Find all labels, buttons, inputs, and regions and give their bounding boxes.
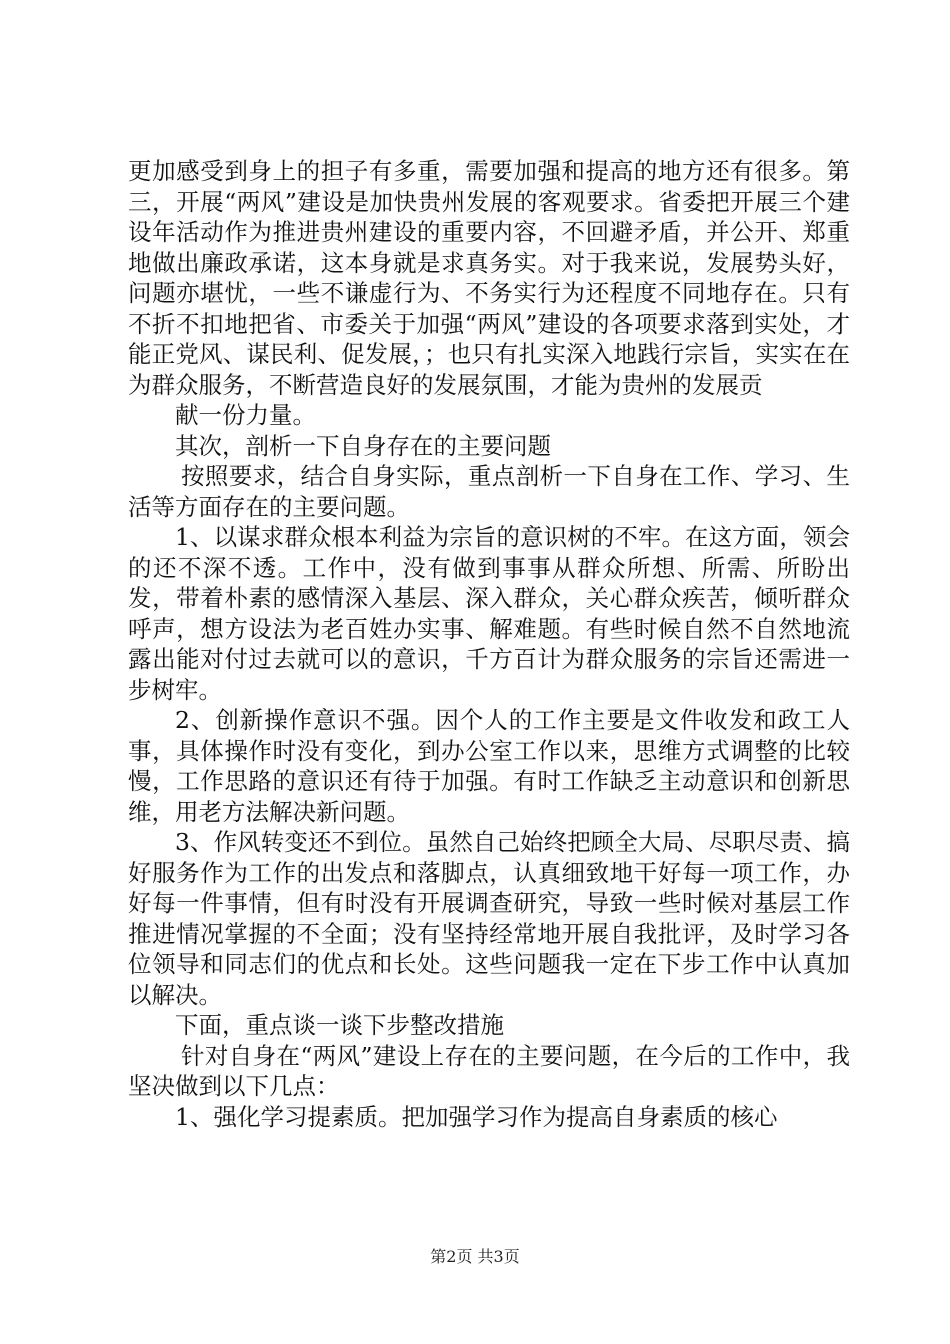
paragraph-item-1: 1、以谋求群众根本利益为宗旨的意识树的不牢。在这方面，领会的还不深不透。工作中，没有做到事事从群众所想、所需、所盼出发，带着朴素的感情深入基层、深入群众，关心群众疾苦，倾听群众呼声，想方设法为老百姓办实事、解难题。有些时候自然不自然地流露出能对付过去就可以的意识，千方百计为群众服务的宗旨还需进一步树牢。 xyxy=(128,523,850,704)
paragraph-1: 更加感受到身上的担子有多重，需要加强和提高的地方还有很多。第三，开展“两风”建设是加快贵州发展的客观要求。省委把开展三个建设年活动作为推进贵州建设的重要内容，不回避矛盾，并公开、郑重地做出廉政承诺，这本身就是求真务实。对于我来说，发展势头好，问题亦堪忧，一些不谦虚行为、不务实行为还程度不同地存在。只有不折不扣地把省、市委关于加强“两风”建设的各项要求落到实处，才能正党风、谋民利、促发展，；也只有扎实深入地践行宗旨，实实在在为群众服务，不断营造良好的发展氛围，才能为贵州的发展贡 xyxy=(128,157,850,399)
paragraph-2: 献一份力量。 xyxy=(175,401,316,429)
paragraph-3: 按照要求，结合自身实际，重点剖析一下自身在工作、学习、生活等方面存在的主要问题。 xyxy=(128,462,850,521)
section-heading-measures: 下面，重点谈一谈下步整改措施 xyxy=(175,1011,504,1039)
paragraph-4: 针对自身在“两风”建设上存在的主要问题，在今后的工作中，我坚决做到以下几点： xyxy=(128,1041,850,1100)
page-number-footer: 第2页 共3页 xyxy=(430,1247,520,1266)
paragraph-measure-1: 1、强化学习提素质。把加强学习作为提高自身素质的核心 xyxy=(175,1102,778,1131)
document-body xyxy=(128,156,850,1132)
section-heading-problems: 其次，剖析一下自身存在的主要问题 xyxy=(175,431,551,460)
paragraph-item-2: 2、创新操作意识不强。因个人的工作主要是文件收发和政工人事，具体操作时没有变化，到办公室工作以来，思维方式调整的比较慢，工作思路的意识还有待于加强。有时工作缺乏主动意识和创新思维，用老方法解决新问题。 xyxy=(128,706,850,826)
paragraph-item-3: 3、作风转变还不到位。虽然自己始终把顾全大局、尽职尽责、搞好服务作为工作的出发点和落脚点，认真细致地干好每一项工作，办好每一件事情，但有时没有开展调查研究，导致一些时候对基层工作推进情况掌握的不全面；没有坚持经常地开展自我批评，及时学习各位领导和同志们的优点和长处。这些问题我一定在下步工作中认真加以解决。 xyxy=(128,828,850,1009)
